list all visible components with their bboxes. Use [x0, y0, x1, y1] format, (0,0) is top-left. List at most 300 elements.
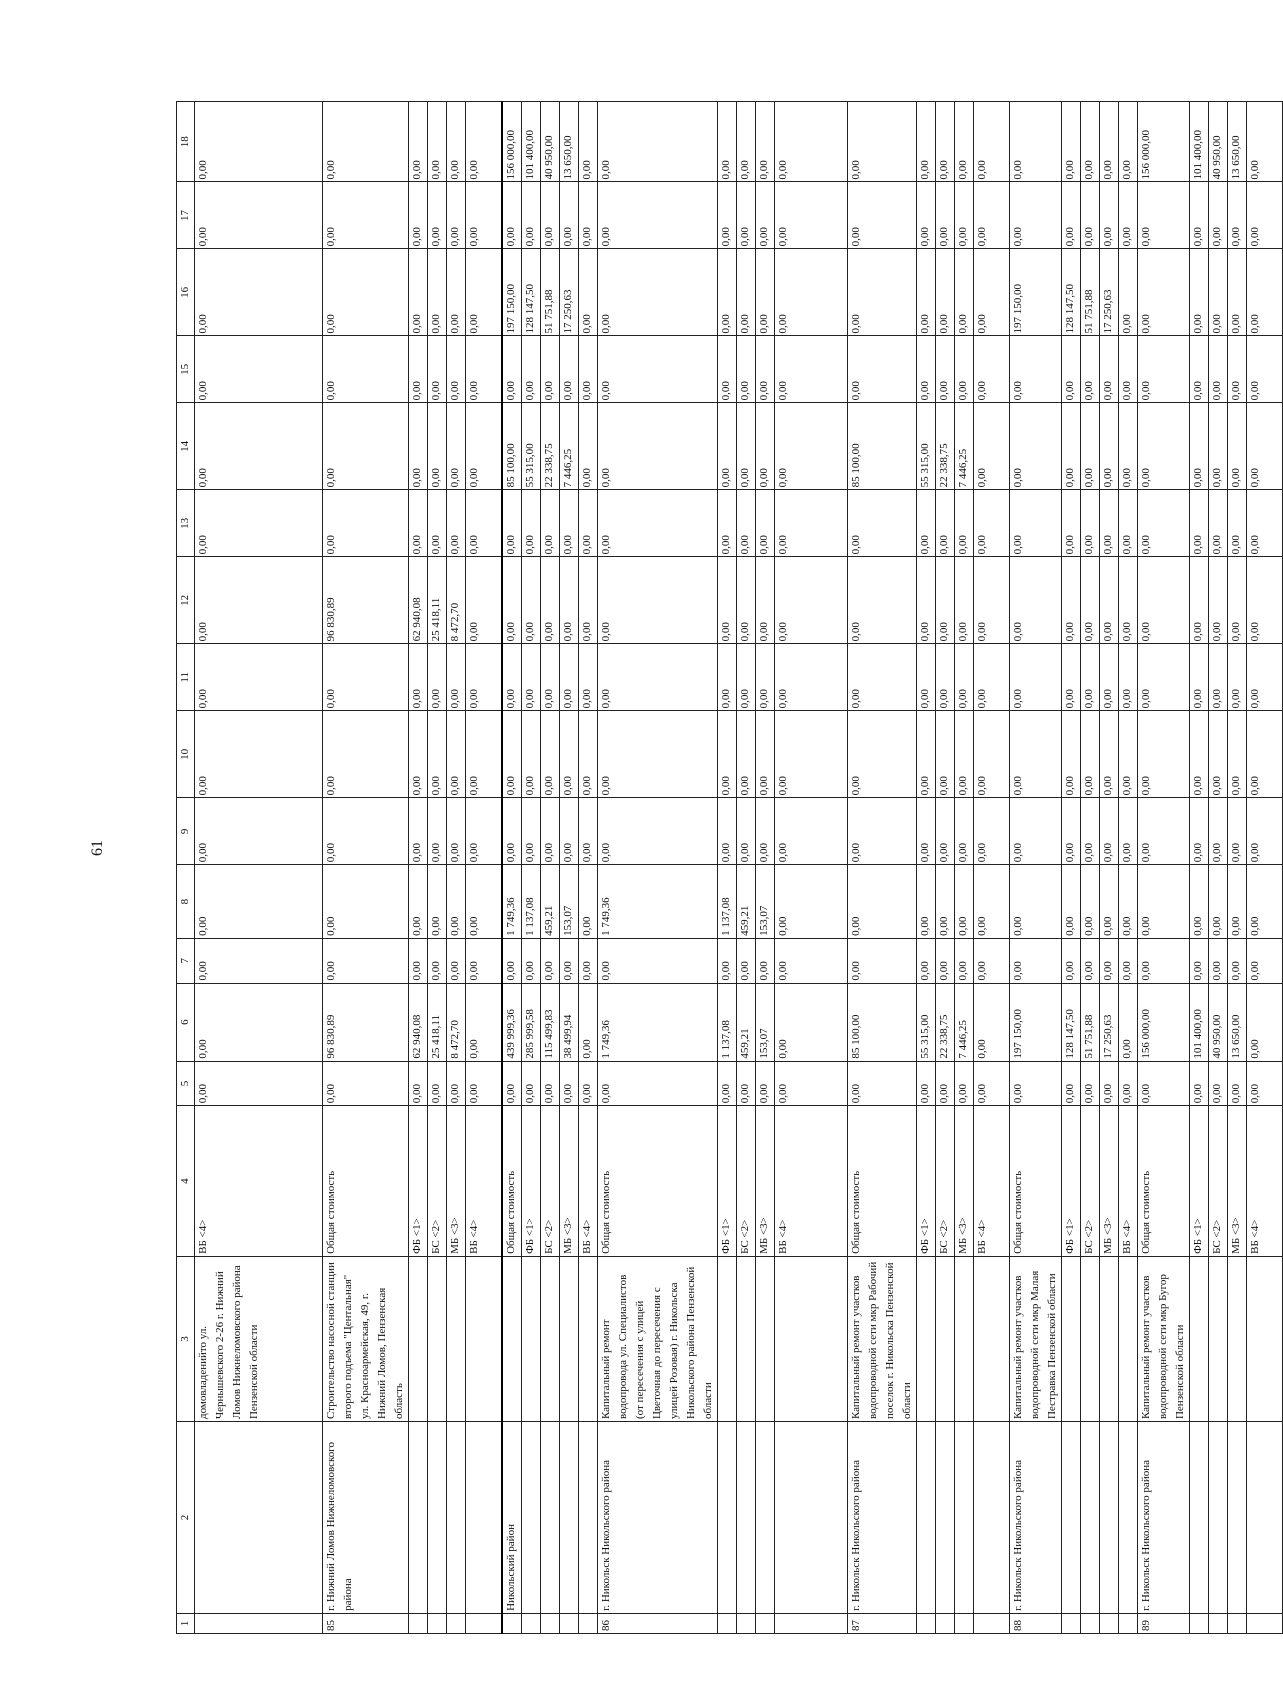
value-cell: 439 999,36 [502, 983, 522, 1061]
value-cell: 0,00 [502, 938, 522, 983]
value-cell: 0,00 [598, 557, 718, 644]
value-cell: 0,00 [447, 865, 466, 939]
table-row [955, 102, 974, 1634]
value-cell: 0,00 [756, 938, 775, 983]
value-cell: 0,00 [756, 1061, 775, 1106]
locality-cell [428, 1422, 447, 1614]
value-cell: 0,00 [1010, 711, 1062, 798]
locality-cell [737, 1422, 756, 1614]
value-cell: 0,00 [1138, 798, 1190, 865]
value-cell: 0,00 [936, 711, 955, 798]
column-header: 17 [177, 182, 195, 249]
value-cell: 0,00 [323, 490, 409, 557]
value-cell: 0,00 [428, 865, 447, 939]
object-name-cell [541, 1256, 560, 1421]
value-cell: 0,00 [1081, 865, 1100, 939]
value-cell: 0,00 [579, 798, 598, 865]
value-cell: 0,00 [466, 938, 503, 983]
funding-source-cell: ФБ <1> [409, 1106, 428, 1257]
value-cell: 0,00 [598, 938, 718, 983]
value-cell: 96 830,89 [323, 983, 409, 1061]
value-cell: 197 150,00 [1010, 249, 1062, 336]
table-row [541, 102, 560, 1634]
funding-source-cell: БС <2> [936, 1106, 955, 1257]
value-cell: 0,00 [936, 938, 955, 983]
value-cell: 0,00 [974, 490, 1010, 557]
locality-cell: г. Нижний Ломов Нижнеломовского района [323, 1422, 409, 1614]
table-row [1062, 102, 1081, 1634]
value-cell: 0,00 [323, 1061, 409, 1106]
row-number-cell: 89 [1138, 1613, 1190, 1633]
value-cell: 0,00 [1228, 865, 1247, 939]
value-cell: 0,00 [598, 336, 718, 403]
funding-source-cell: МБ <3> [955, 1106, 974, 1257]
row-number-cell [756, 1613, 775, 1633]
value-cell: 0,00 [195, 249, 323, 336]
value-cell: 38 499,94 [560, 983, 579, 1061]
value-cell: 0,00 [409, 182, 428, 249]
row-number-cell [775, 1613, 848, 1633]
object-name-cell [955, 1256, 974, 1421]
value-cell: 0,00 [466, 403, 503, 490]
row-number-cell [737, 1613, 756, 1633]
value-cell: 0,00 [195, 983, 323, 1061]
value-cell: 0,00 [1247, 644, 1283, 711]
value-cell: 0,00 [936, 102, 955, 182]
value-cell: 22 338,75 [541, 403, 560, 490]
column-header: 12 [177, 557, 195, 644]
object-name-cell [579, 1256, 598, 1421]
object-name-cell: Капитальный ремонт участков водопроводной сети мкр Рабочий поселок г. Никольска Пензенской области [848, 1256, 917, 1421]
funding-source-cell: Общая стоимость [1138, 1106, 1190, 1257]
value-cell: 0,00 [1062, 1061, 1081, 1106]
value-cell: 0,00 [756, 249, 775, 336]
value-cell: 0,00 [409, 336, 428, 403]
funding-source-cell: БС <2> [1081, 1106, 1100, 1257]
value-cell: 0,00 [428, 182, 447, 249]
value-cell: 0,00 [974, 102, 1010, 182]
value-cell: 7 446,25 [955, 983, 974, 1061]
locality-cell [1247, 1422, 1283, 1614]
value-cell: 0,00 [737, 798, 756, 865]
value-cell: 96 830,89 [323, 557, 409, 644]
value-cell: 0,00 [775, 711, 848, 798]
locality-cell: г. Никольск Никольского района [1010, 1422, 1062, 1614]
column-header: 10 [177, 711, 195, 798]
value-cell: 156 000,00 [1138, 102, 1190, 182]
row-number-cell [466, 1613, 503, 1633]
value-cell: 0,00 [409, 249, 428, 336]
table-row [1081, 102, 1100, 1634]
value-cell: 17 250,63 [1100, 249, 1119, 336]
row-number-cell [428, 1613, 447, 1633]
value-cell: 62 940,08 [409, 557, 428, 644]
value-cell: 0,00 [195, 102, 323, 182]
value-cell: 0,00 [1190, 336, 1209, 403]
value-cell: 0,00 [466, 490, 503, 557]
value-cell: 0,00 [409, 798, 428, 865]
column-header: 16 [177, 249, 195, 336]
row-number-cell [1190, 1613, 1209, 1633]
table-row [1100, 102, 1119, 1634]
value-cell: 7 446,25 [560, 403, 579, 490]
value-cell: 0,00 [195, 403, 323, 490]
value-cell: 0,00 [560, 336, 579, 403]
value-cell: 0,00 [737, 644, 756, 711]
value-cell: 101 400,00 [522, 102, 541, 182]
value-cell: 0,00 [1247, 798, 1283, 865]
value-cell: 0,00 [1062, 490, 1081, 557]
locality-cell [955, 1422, 974, 1614]
funding-source-cell: ФБ <1> [718, 1106, 737, 1257]
value-cell: 0,00 [1010, 182, 1062, 249]
object-name-cell [502, 1256, 522, 1421]
value-cell: 0,00 [756, 336, 775, 403]
value-cell: 0,00 [560, 798, 579, 865]
value-cell: 0,00 [447, 1061, 466, 1106]
object-name-cell: Строительство насосной станции второго подъема "Центальная" ул. Красноармейская, 49, г. Нижний Ломов, Пензенская область [323, 1256, 409, 1421]
value-cell: 0,00 [522, 798, 541, 865]
value-cell: 0,00 [1010, 865, 1062, 939]
value-cell: 0,00 [502, 798, 522, 865]
value-cell: 0,00 [1062, 182, 1081, 249]
value-cell: 0,00 [447, 490, 466, 557]
table-row [848, 102, 917, 1634]
value-cell: 0,00 [718, 938, 737, 983]
value-cell: 0,00 [1062, 557, 1081, 644]
value-cell: 0,00 [522, 711, 541, 798]
value-cell: 0,00 [195, 557, 323, 644]
value-cell: 55 315,00 [917, 983, 936, 1061]
value-cell: 0,00 [1100, 644, 1119, 711]
value-cell: 0,00 [541, 798, 560, 865]
value-cell: 153,07 [756, 865, 775, 939]
value-cell: 0,00 [1081, 644, 1100, 711]
object-name-cell [756, 1256, 775, 1421]
value-cell: 0,00 [502, 1061, 522, 1106]
row-number-cell [1119, 1613, 1138, 1633]
value-cell: 0,00 [560, 182, 579, 249]
locality-cell: г. Никольск Никольского района [848, 1422, 917, 1614]
rotated-table-container [176, 101, 1261, 1634]
column-header: 4 [177, 1106, 195, 1257]
funding-source-cell: Общая стоимость [598, 1106, 718, 1257]
value-cell: 0,00 [1138, 1061, 1190, 1106]
value-cell: 0,00 [323, 102, 409, 182]
value-cell: 0,00 [775, 403, 848, 490]
value-cell: 197 150,00 [1010, 983, 1062, 1061]
table-row [1209, 102, 1228, 1634]
value-cell: 0,00 [466, 711, 503, 798]
value-cell: 0,00 [323, 249, 409, 336]
value-cell: 7 446,25 [955, 403, 974, 490]
value-cell: 0,00 [1119, 1061, 1138, 1106]
value-cell: 0,00 [1247, 711, 1283, 798]
value-cell: 0,00 [541, 711, 560, 798]
locality-cell [409, 1422, 428, 1614]
value-cell: 0,00 [598, 711, 718, 798]
value-cell: 0,00 [848, 938, 917, 983]
table-row [718, 102, 737, 1634]
value-cell: 0,00 [195, 490, 323, 557]
value-cell: 40 950,00 [541, 102, 560, 182]
value-cell: 0,00 [522, 557, 541, 644]
value-cell: 0,00 [1190, 865, 1209, 939]
value-cell: 0,00 [598, 798, 718, 865]
value-cell: 0,00 [1081, 938, 1100, 983]
value-cell: 0,00 [936, 865, 955, 939]
funding-source-cell: ФБ <1> [522, 1106, 541, 1257]
value-cell: 0,00 [1100, 557, 1119, 644]
value-cell: 0,00 [737, 336, 756, 403]
value-cell: 0,00 [1081, 798, 1100, 865]
table-row [1138, 102, 1190, 1634]
table-row [974, 102, 1010, 1634]
value-cell: 0,00 [718, 490, 737, 557]
value-cell: 101 400,00 [1190, 983, 1209, 1061]
value-cell: 0,00 [756, 182, 775, 249]
value-cell: 0,00 [936, 557, 955, 644]
value-cell: 0,00 [428, 711, 447, 798]
value-cell: 1 137,08 [718, 865, 737, 939]
object-name-cell [447, 1256, 466, 1421]
value-cell: 0,00 [195, 865, 323, 939]
funding-source-cell: Общая стоимость [1010, 1106, 1062, 1257]
value-cell: 1 137,08 [718, 983, 737, 1061]
value-cell: 0,00 [1228, 249, 1247, 336]
locality-cell [936, 1422, 955, 1614]
value-cell: 0,00 [541, 557, 560, 644]
value-cell: 25 418,11 [428, 983, 447, 1061]
value-cell: 0,00 [598, 182, 718, 249]
value-cell: 0,00 [579, 182, 598, 249]
value-cell: 0,00 [1081, 490, 1100, 557]
value-cell: 0,00 [195, 182, 323, 249]
column-header: 9 [177, 798, 195, 865]
value-cell: 0,00 [502, 336, 522, 403]
value-cell: 0,00 [1119, 983, 1138, 1061]
value-cell: 0,00 [560, 1061, 579, 1106]
value-cell: 0,00 [718, 102, 737, 182]
value-cell: 0,00 [1209, 644, 1228, 711]
row-number-cell [522, 1613, 541, 1633]
value-cell: 0,00 [1247, 865, 1283, 939]
value-cell: 0,00 [1247, 403, 1283, 490]
table-row [936, 102, 955, 1634]
funding-source-cell: МБ <3> [1100, 1106, 1119, 1257]
value-cell: 0,00 [955, 557, 974, 644]
row-number-cell [1228, 1613, 1247, 1633]
value-cell: 0,00 [917, 938, 936, 983]
value-cell: 0,00 [579, 557, 598, 644]
funding-source-cell: ФБ <1> [1062, 1106, 1081, 1257]
value-cell: 0,00 [974, 249, 1010, 336]
value-cell: 0,00 [775, 557, 848, 644]
value-cell: 0,00 [1119, 102, 1138, 182]
value-cell: 0,00 [1209, 249, 1228, 336]
value-cell: 0,00 [409, 403, 428, 490]
locality-cell: Никольский район [502, 1422, 522, 1614]
row-number-cell [560, 1613, 579, 1633]
value-cell: 0,00 [917, 249, 936, 336]
column-header: 2 [177, 1422, 195, 1614]
value-cell: 0,00 [1138, 938, 1190, 983]
value-cell: 0,00 [541, 182, 560, 249]
value-cell: 0,00 [1119, 711, 1138, 798]
value-cell: 0,00 [1081, 182, 1100, 249]
value-cell: 0,00 [917, 557, 936, 644]
value-cell: 0,00 [466, 983, 503, 1061]
value-cell: 0,00 [522, 644, 541, 711]
table-row [1247, 102, 1283, 1634]
value-cell: 0,00 [541, 1061, 560, 1106]
value-cell: 0,00 [1209, 490, 1228, 557]
value-cell: 51 751,88 [541, 249, 560, 336]
value-cell: 0,00 [409, 865, 428, 939]
row-number-cell: 86 [598, 1613, 718, 1633]
value-cell: 0,00 [598, 102, 718, 182]
locality-cell [718, 1422, 737, 1614]
value-cell: 0,00 [195, 938, 323, 983]
value-cell: 0,00 [737, 102, 756, 182]
funding-source-cell: ВБ <4> [579, 1106, 598, 1257]
value-cell: 0,00 [598, 1061, 718, 1106]
object-name-cell [1062, 1256, 1081, 1421]
value-cell: 156 000,00 [1138, 983, 1190, 1061]
object-name-cell [1190, 1256, 1209, 1421]
value-cell: 22 338,75 [936, 983, 955, 1061]
value-cell: 0,00 [541, 490, 560, 557]
value-cell: 0,00 [775, 644, 848, 711]
value-cell: 0,00 [1190, 644, 1209, 711]
value-cell: 0,00 [447, 182, 466, 249]
object-name-cell [974, 1256, 1010, 1421]
value-cell: 0,00 [974, 865, 1010, 939]
value-cell: 0,00 [737, 490, 756, 557]
value-cell: 0,00 [848, 249, 917, 336]
value-cell: 0,00 [1010, 644, 1062, 711]
value-cell: 0,00 [1247, 102, 1283, 182]
value-cell: 0,00 [775, 865, 848, 939]
value-cell: 0,00 [447, 938, 466, 983]
value-cell: 0,00 [1190, 182, 1209, 249]
value-cell: 459,21 [737, 983, 756, 1061]
value-cell: 0,00 [447, 102, 466, 182]
value-cell: 0,00 [848, 490, 917, 557]
value-cell: 128 147,50 [1062, 249, 1081, 336]
row-number-cell: 87 [848, 1613, 917, 1633]
value-cell: 459,21 [737, 865, 756, 939]
value-cell: 0,00 [737, 249, 756, 336]
budget-table [176, 101, 1283, 1634]
value-cell: 0,00 [1100, 1061, 1119, 1106]
value-cell: 0,00 [428, 102, 447, 182]
value-cell: 0,00 [1100, 711, 1119, 798]
value-cell: 0,00 [1209, 182, 1228, 249]
table-row [522, 102, 541, 1634]
table-row [447, 102, 466, 1634]
table-row [756, 102, 775, 1634]
value-cell: 0,00 [1062, 102, 1081, 182]
value-cell: 0,00 [848, 644, 917, 711]
row-number-cell [1209, 1613, 1228, 1633]
value-cell: 156 000,00 [502, 102, 522, 182]
value-cell: 0,00 [1228, 403, 1247, 490]
value-cell: 0,00 [756, 644, 775, 711]
value-cell: 0,00 [195, 798, 323, 865]
value-cell: 0,00 [955, 865, 974, 939]
value-cell: 0,00 [447, 798, 466, 865]
value-cell: 0,00 [195, 336, 323, 403]
row-number-cell [1081, 1613, 1100, 1633]
value-cell: 0,00 [775, 983, 848, 1061]
value-cell: 0,00 [1119, 403, 1138, 490]
value-cell: 0,00 [522, 938, 541, 983]
value-cell: 0,00 [1247, 983, 1283, 1061]
object-name-cell [775, 1256, 848, 1421]
object-name-cell [718, 1256, 737, 1421]
value-cell: 0,00 [579, 336, 598, 403]
value-cell: 0,00 [323, 798, 409, 865]
value-cell: 0,00 [522, 182, 541, 249]
value-cell: 0,00 [955, 711, 974, 798]
value-cell: 0,00 [1247, 182, 1283, 249]
value-cell: 0,00 [1228, 490, 1247, 557]
value-cell: 0,00 [428, 938, 447, 983]
value-cell: 0,00 [1062, 798, 1081, 865]
value-cell: 0,00 [974, 403, 1010, 490]
value-cell: 0,00 [1228, 644, 1247, 711]
funding-source-cell: БС <2> [541, 1106, 560, 1257]
value-cell: 0,00 [917, 798, 936, 865]
value-cell: 0,00 [848, 798, 917, 865]
value-cell: 0,00 [428, 490, 447, 557]
value-cell: 0,00 [848, 336, 917, 403]
locality-cell [1081, 1422, 1100, 1614]
value-cell: 0,00 [955, 798, 974, 865]
value-cell: 22 338,75 [936, 403, 955, 490]
value-cell: 0,00 [775, 102, 848, 182]
value-cell: 0,00 [718, 711, 737, 798]
value-cell: 0,00 [955, 938, 974, 983]
funding-source-cell: МБ <3> [756, 1106, 775, 1257]
object-name-cell [1119, 1256, 1138, 1421]
value-cell: 0,00 [560, 490, 579, 557]
value-cell: 0,00 [428, 336, 447, 403]
value-cell: 0,00 [955, 182, 974, 249]
value-cell: 0,00 [447, 249, 466, 336]
value-cell: 0,00 [409, 102, 428, 182]
table-row [579, 102, 598, 1634]
value-cell: 0,00 [1138, 182, 1190, 249]
value-cell: 0,00 [974, 983, 1010, 1061]
row-number-cell [1100, 1613, 1119, 1633]
object-name-cell [1247, 1256, 1283, 1421]
object-name-cell [1228, 1256, 1247, 1421]
row-number-cell [936, 1613, 955, 1633]
value-cell: 0,00 [955, 336, 974, 403]
table-row [598, 102, 718, 1634]
value-cell: 0,00 [737, 403, 756, 490]
value-cell: 0,00 [955, 102, 974, 182]
value-cell: 0,00 [936, 798, 955, 865]
value-cell: 0,00 [522, 490, 541, 557]
value-cell: 0,00 [1062, 403, 1081, 490]
value-cell: 0,00 [1119, 865, 1138, 939]
locality-cell [1119, 1422, 1138, 1614]
value-cell: 0,00 [1081, 102, 1100, 182]
value-cell: 0,00 [598, 249, 718, 336]
